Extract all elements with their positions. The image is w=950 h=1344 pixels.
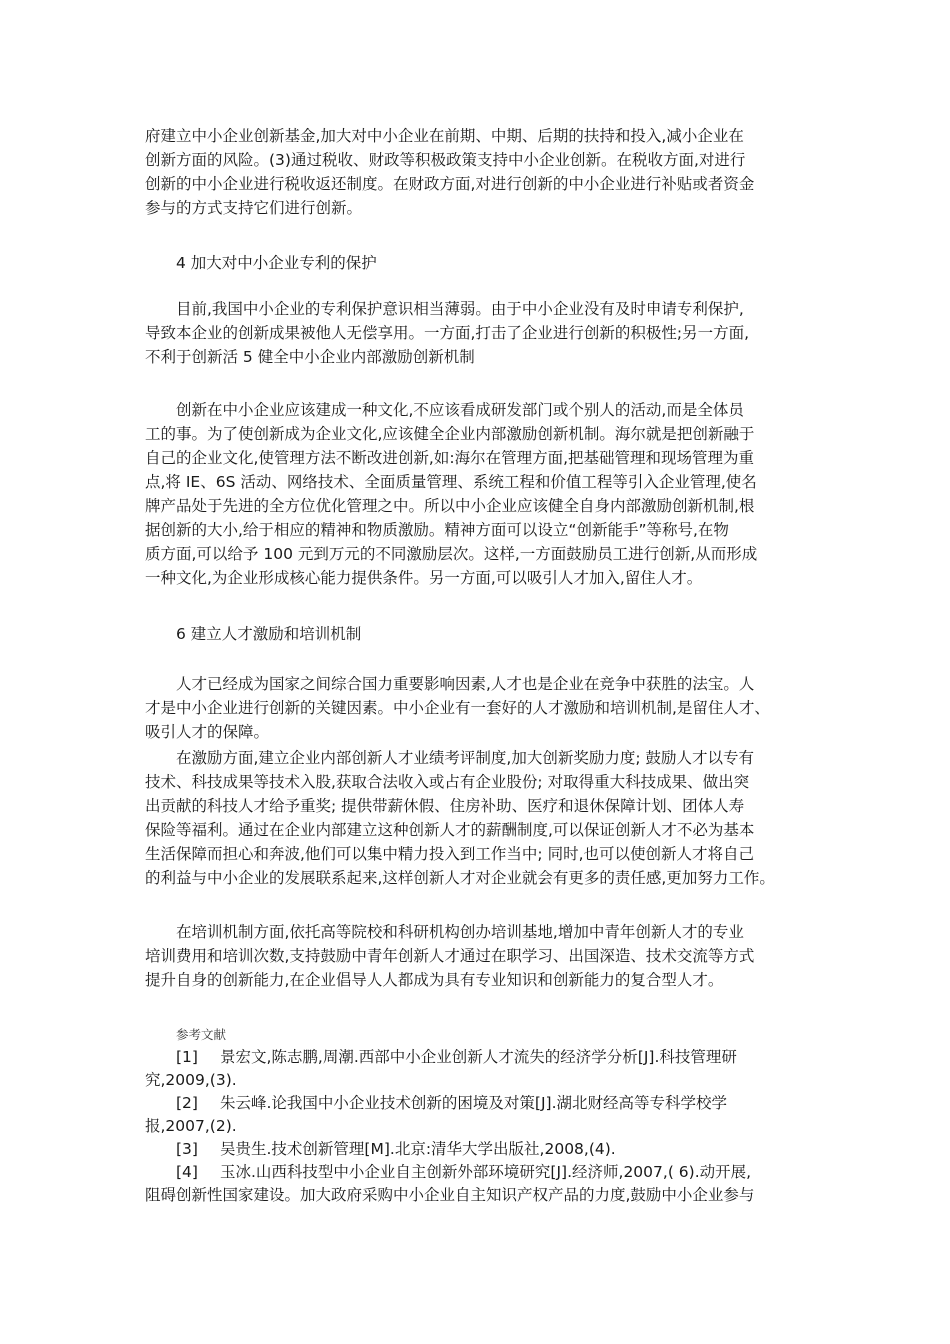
section-heading-4 bbox=[145, 251, 815, 275]
text-line: 质方面,可以给予 100 元到万元的不同激励层次。这样,一方面鼓励员工进行创新,从而形成 bbox=[145, 545, 758, 563]
text-line: 自己的企业文化,使管理方法不断改进创新,如:海尔在管理方面,把基础管理和现场管理为重 bbox=[145, 449, 755, 467]
text-line: 据创新的大小,给于相应的精神和物质激励。精神方面可以设立“创新能手”等称号,在物 bbox=[145, 521, 729, 539]
text-line: 牌产品处于先进的全方位优化管理之中。所以中小企业应该健全自身内部激励创新机制,根 bbox=[145, 497, 755, 515]
reference-item bbox=[145, 1046, 815, 1092]
heading-text: 6 建立人才激励和培训机制 bbox=[176, 625, 362, 643]
reference-number: [3] bbox=[176, 1140, 198, 1158]
text-line: 点,将 IE、6S 活动、网络技术、全面质量管理、系统工程和价值工程等引入企业管理,使名 bbox=[145, 473, 757, 491]
text-line: 人才已经成为国家之间综合国力重要影响因素,人才也是企业在竞争中获胜的法宝。人 bbox=[176, 675, 755, 693]
text-line: 参与的方式支持它们进行创新。 bbox=[145, 199, 363, 217]
reference-item bbox=[145, 1161, 815, 1207]
references-section bbox=[145, 1024, 815, 1207]
paragraph-patent-protection bbox=[145, 297, 815, 369]
reference-number: [2] bbox=[176, 1094, 198, 1112]
text-line: 创新的中小企业进行税收返还制度。在财政方面,对进行创新的中小企业进行补贴或者资金 bbox=[145, 175, 755, 193]
reference-text-continued: 究,2009,(3). bbox=[145, 1071, 237, 1089]
reference-text-continued: 阻碍创新性国家建设。加大政府采购中小企业自主知识产权产品的力度,鼓励中小企业参与 bbox=[145, 1186, 755, 1204]
text-line: 在激励方面,建立企业内部创新人才业绩考评制度,加大创新奖励力度; 鼓励人才以专有 bbox=[176, 749, 755, 767]
reference-text: 玉冰.山西科技型中小企业自主创新外部环境研究[J].经济师,2007,( 6).动开展, bbox=[220, 1163, 752, 1181]
reference-text-continued: 报,2007,(2). bbox=[145, 1117, 237, 1135]
paragraph-government-support bbox=[145, 124, 815, 220]
references-title: 参考文献 bbox=[176, 1027, 227, 1042]
reference-item bbox=[145, 1138, 815, 1161]
text-line: 提升自身的创新能力,在企业倡导人人都成为具有专业知识和创新能力的复合型人才。 bbox=[145, 971, 724, 989]
text-line: 不利于创新活 5 健全中小企业内部激励创新机制 bbox=[145, 348, 475, 366]
text-line: 培训费用和培训次数,支持鼓励中青年创新人才通过在职学习、出国深造、技术交流等方式 bbox=[145, 947, 755, 965]
reference-item bbox=[145, 1092, 815, 1138]
text-line: 在培训机制方面,依托高等院校和科研机构创办培训基地,增加中青年创新人才的专业 bbox=[176, 923, 744, 941]
text-line: 保险等福利。通过在企业内部建立这种创新人才的薪酬制度,可以保证创新人才不必为基本 bbox=[145, 821, 755, 839]
text-line: 创新在中小企业应该建成一种文化,不应该看成研发部门或个别人的活动,而是全体员 bbox=[176, 401, 744, 419]
reference-number: [1] bbox=[176, 1048, 198, 1066]
section-heading-6 bbox=[145, 622, 815, 646]
text-line: 出贡献的科技人才给予重奖; 提供带薪休假、住房补助、医疗和退休保障计划、团体人寿 bbox=[145, 797, 745, 815]
reference-text: 朱云峰.论我国中小企业技术创新的困境及对策[J].湖北财经高等专科学校学 bbox=[220, 1094, 728, 1112]
text-line: 的利益与中小企业的发展联系起来,这样创新人才对企业就会有更多的责任感,更加努力工作。 bbox=[145, 869, 775, 887]
text-line: 才是中小企业进行创新的关键因素。中小企业有一套好的人才激励和培训机制,是留住人才、 bbox=[145, 699, 770, 717]
reference-number: [4] bbox=[176, 1163, 198, 1181]
text-line: 技术、科技成果等技术入股,获取合法收入或占有企业股份; 对取得重大科技成果、做出突 bbox=[145, 773, 750, 791]
text-line: 吸引人才的保障。 bbox=[145, 723, 270, 741]
paragraph-training bbox=[145, 920, 815, 992]
text-line: 目前,我国中小企业的专利保护意识相当薄弱。由于中小企业没有及时申请专利保护, bbox=[176, 300, 744, 318]
reference-text: 景宏文,陈志鹏,周潮.西部中小企业创新人才流失的经济学分析[J].科技管理研 bbox=[220, 1048, 737, 1066]
text-line: 生活保障而担心和奔波,他们可以集中精力投入到工作当中; 同时,也可以使创新人才将自己 bbox=[145, 845, 755, 863]
text-line: 工的事。为了使创新成为企业文化,应该健全企业内部激励创新机制。海尔就是把创新融于 bbox=[145, 425, 755, 443]
reference-text: 吴贵生.技术创新管理[M].北京:清华大学出版社,2008,(4). bbox=[220, 1140, 616, 1158]
text-line: 府建立中小企业创新基金,加大对中小企业在前期、中期、后期的扶持和投入,减小企业在 bbox=[145, 127, 744, 145]
paragraph-incentive-mechanism bbox=[145, 398, 815, 590]
paragraph-talent bbox=[145, 672, 815, 744]
text-line: 导致本企业的创新成果被他人无偿享用。一方面,打击了企业进行创新的积极性;另一方面, bbox=[145, 324, 750, 342]
paragraph-incentive-aspect bbox=[145, 746, 815, 890]
text-line: 一种文化,为企业形成核心能力提供条件。另一方面,可以吸引人才加入,留住人才。 bbox=[145, 569, 703, 587]
heading-text: 4 加大对中小企业专利的保护 bbox=[176, 254, 377, 272]
text-line: 创新方面的风险。(3)通过税收、财政等积极政策支持中小企业创新。在税收方面,对进行 bbox=[145, 151, 746, 169]
